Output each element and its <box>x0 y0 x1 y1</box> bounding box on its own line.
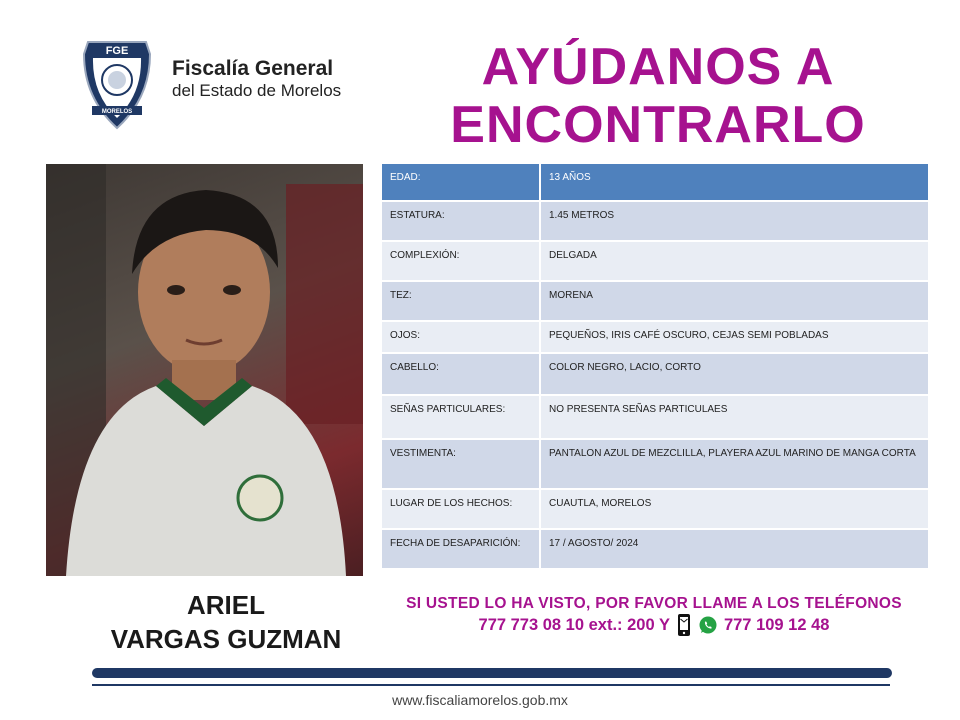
details-row-clothing <box>382 439 928 489</box>
person-name <box>46 588 406 656</box>
details-row-build <box>382 241 928 281</box>
footer-divider-thin <box>92 684 890 686</box>
details-row-location <box>382 489 928 529</box>
details-value: PANTALON AZUL DE MEZCLILLA, PLAYERA AZUL MARINO DE MANGA CORTA <box>540 439 928 489</box>
website-link[interactable]: www.fiscaliamorelos.gob.mx <box>392 692 568 708</box>
missing-person-photo <box>46 164 363 576</box>
details-label: TEZ: <box>382 281 540 321</box>
details-value: DELGADA <box>540 241 928 281</box>
person-last-names: VARGAS GUZMAN <box>110 624 342 654</box>
details-value: 17 / AGOSTO/ 2024 <box>540 529 928 569</box>
details-row-age <box>382 164 928 201</box>
logo-text: FGE <box>105 45 129 57</box>
details-row-height <box>382 201 928 241</box>
details-value: COLOR NEGRO, LACIO, CORTO <box>540 353 928 395</box>
phone-number-1[interactable]: 777 773 08 10 ext.: 200 Y <box>478 616 670 634</box>
org-name-line2: del Estado de Morelos <box>172 81 342 100</box>
contact-phones <box>376 613 932 637</box>
fge-logo <box>80 36 154 132</box>
details-row-eyes <box>382 321 928 353</box>
details-label: CABELLO: <box>382 353 540 395</box>
details-row-date <box>382 529 928 569</box>
contact-block <box>376 594 932 637</box>
details-label: VESTIMENTA: <box>382 439 540 489</box>
details-value: NO PRESENTA SEÑAS PARTICULAES <box>540 395 928 439</box>
details-label: SEÑAS PARTICULARES: <box>382 395 540 439</box>
details-value: 1.45 METROS <box>540 201 928 241</box>
details-label: ESTATURA: <box>382 201 540 241</box>
headline <box>380 38 936 154</box>
headline-line2: ENCONTRARLO <box>450 96 866 154</box>
details-row-marks <box>382 395 928 439</box>
logo-bottom-text: MORELOS <box>101 109 133 115</box>
org-name-line1: Fiscalía General <box>172 57 334 80</box>
portrait-illustration <box>46 164 363 576</box>
details-label: OJOS: <box>382 321 540 353</box>
badge-icon <box>80 36 154 132</box>
details-label: COMPLEXIÓN: <box>382 241 540 281</box>
details-label: FECHA DE DESAPARICIÓN: <box>382 529 540 569</box>
details-table <box>382 164 928 570</box>
phone-number-2[interactable]: 777 109 12 48 <box>723 616 830 634</box>
details-value: CUAUTLA, MORELOS <box>540 489 928 529</box>
details-label: EDAD: <box>382 164 540 201</box>
details-value: PEQUEÑOS, IRIS CAFÉ OSCURO, CEJAS SEMI POBLADAS <box>540 321 928 353</box>
details-value: MORENA <box>540 281 928 321</box>
whatsapp-icon <box>698 615 718 635</box>
details-row-hair <box>382 353 928 395</box>
details-label: LUGAR DE LOS HECHOS: <box>382 489 540 529</box>
mobile-phone-icon <box>676 613 692 637</box>
person-first-name: ARIEL <box>187 590 265 620</box>
details-row-complexion <box>382 281 928 321</box>
details-value: 13 AÑOS <box>540 164 928 201</box>
contact-instructions: SI USTED LO HA VISTO, POR FAVOR LLAME A LOS TELÉFONOS <box>406 595 902 612</box>
headline-line1: AYÚDANOS A <box>481 38 835 96</box>
footer-divider-thick <box>92 668 892 678</box>
organization-name <box>172 56 341 101</box>
